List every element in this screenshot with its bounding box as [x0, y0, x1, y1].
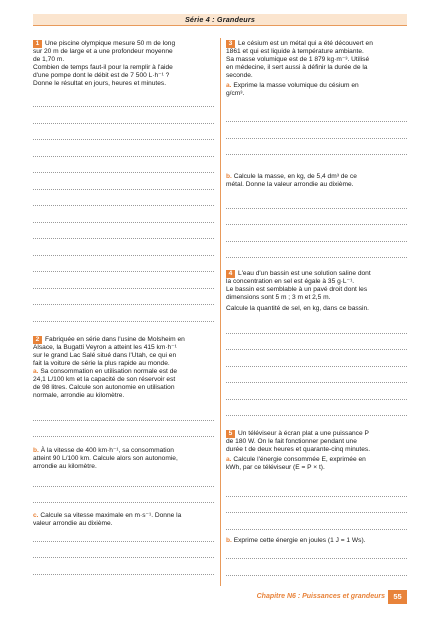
exercise-4 — [226, 270, 407, 313]
series-header — [33, 14, 407, 26]
exercise-5-b — [226, 537, 407, 545]
question-letter: c. — [33, 512, 39, 519]
exercise-text: métal. Donne la valeur arrondie au dixième. — [226, 181, 354, 189]
answer-line[interactable] — [33, 321, 214, 322]
exercise-text: Combien de temps faut-il pour la remplir à l'aide — [33, 64, 173, 72]
answer-line[interactable] — [226, 224, 407, 225]
answer-line[interactable] — [33, 486, 214, 487]
exercise-text: de 1,70 m. — [33, 56, 65, 64]
question-letter: b. — [226, 537, 232, 544]
answer-line[interactable] — [226, 138, 407, 139]
exercise-text: g/cm³. — [226, 90, 245, 98]
question-letter: a. — [226, 82, 232, 90]
exercise-text: Calcule l'énergie consommée E, exprimée en — [233, 456, 366, 464]
exercise-3 — [226, 40, 407, 98]
answer-line[interactable] — [33, 222, 214, 223]
question-letter: b. — [226, 173, 232, 180]
exercise-text: Sa masse volumique est de 1 879 kg·m⁻³. Utilisé — [226, 56, 370, 64]
exercise-number: 4 — [226, 270, 235, 278]
exercise-text: de 180 W. On le fait fonctionner pendant une — [226, 438, 357, 446]
exercise-text: Le césium est un métal qui a été découvert en — [238, 40, 373, 47]
answer-line[interactable] — [226, 366, 407, 367]
chapter-footer: Chapitre N6 : Puissances et grandeurs — [256, 593, 385, 600]
answer-line[interactable] — [226, 241, 407, 242]
exercise-text: Calcule la quantité de sel, en kg, dans ce bassin. — [226, 305, 369, 313]
exercise-text: seconde. — [226, 72, 253, 80]
answer-line[interactable] — [33, 271, 214, 272]
exercise-number: 2 — [33, 336, 42, 344]
exercise-text: dimensions sont 5 m ; 3 m et 2,5 m. — [226, 294, 331, 302]
answer-line[interactable] — [33, 139, 214, 140]
exercise-text: durée t de deux heures et quarante-cinq minutes. — [226, 446, 371, 454]
exercise-text: valeur arrondie au dixième. — [33, 520, 113, 528]
exercise-text: 1861 et qui est liquide à température ambiante. — [226, 48, 364, 56]
page-number: 55 — [388, 590, 407, 604]
answer-line[interactable] — [226, 257, 407, 258]
series-title: Série 4 : Grandeurs — [184, 15, 256, 24]
answer-line[interactable] — [226, 415, 407, 416]
exercise-number: 3 — [226, 40, 235, 48]
answer-line[interactable] — [226, 382, 407, 383]
answer-line[interactable] — [33, 557, 214, 558]
exercise-text: Exprime cette énergie en joules (1 J = 1 Ws). — [233, 537, 366, 544]
answer-line[interactable] — [33, 123, 214, 124]
answer-line[interactable] — [226, 496, 407, 497]
exercise-text: atteint 90 L/100 km. Calcule alors son autonomie, — [33, 455, 178, 463]
answer-line[interactable] — [33, 238, 214, 239]
exercise-text: Calcule la masse, en kg, de 5,4 dm³ de ce — [233, 173, 357, 180]
answer-line[interactable] — [33, 502, 214, 503]
exercise-number: 5 — [226, 430, 235, 438]
answer-line[interactable] — [33, 172, 214, 173]
exercise-text: la concentration en sel est égale à 35 g·L⁻¹. — [226, 278, 355, 286]
answer-line[interactable] — [33, 304, 214, 305]
answer-line[interactable] — [33, 255, 214, 256]
answer-line[interactable] — [226, 333, 407, 334]
answer-line[interactable] — [33, 205, 214, 206]
exercise-text: de 98 litres. Calcule son autonomie en utilisation — [33, 384, 175, 392]
exercise-3-b — [226, 173, 407, 189]
exercise-text: kWh, par ce téléviseur (E = P × t). — [226, 464, 325, 472]
answer-line[interactable] — [33, 420, 214, 421]
answer-line[interactable] — [33, 436, 214, 437]
exercise-text: sur le grand Lac Salé situé dans l'Utah, ce qui en — [33, 352, 177, 360]
exercise-text: sur 20 m de large et a une profondeur moyenne — [33, 48, 173, 56]
exercise-text: Exprime la masse volumique du césium en — [233, 82, 359, 90]
exercise-text: 24,1 L/100 km et la capacité de son réservoir est — [33, 376, 176, 384]
answer-line[interactable] — [33, 189, 214, 190]
exercise-text: Fabriquée en série dans l'usine de Molsheim en — [45, 336, 185, 343]
exercise-1 — [33, 40, 214, 88]
answer-line[interactable] — [33, 541, 214, 542]
exercise-text: Donne le résultat en jours, heures et minutes. — [33, 80, 167, 88]
exercise-text: Alsace, la Bugatti Veyron a atteint les 415 km·h⁻¹ — [33, 344, 177, 352]
exercise-text: fait la voiture de série la plus rapide au monde. — [33, 360, 170, 368]
exercise-2 — [33, 336, 214, 400]
answer-line[interactable] — [226, 208, 407, 209]
exercise-5 — [226, 430, 407, 472]
exercise-number: 1 — [33, 40, 42, 48]
answer-line[interactable] — [226, 512, 407, 513]
answer-line[interactable] — [33, 574, 214, 575]
exercise-text: L'eau d'un bassin est une solution saline dont — [238, 270, 371, 277]
question-letter: a. — [33, 368, 39, 376]
answer-line[interactable] — [226, 154, 407, 155]
answer-line[interactable] — [33, 288, 214, 289]
exercise-text: Le bassin est semblable à un pavé droit dont les — [226, 286, 368, 294]
answer-line[interactable] — [226, 558, 407, 559]
exercise-2-b — [33, 447, 214, 471]
answer-line[interactable] — [226, 121, 407, 122]
answer-line[interactable] — [226, 529, 407, 530]
column-divider — [220, 38, 221, 586]
exercise-text: À la vitesse de 400 km·h⁻¹, sa consommation — [40, 447, 174, 454]
exercise-text: Calcule sa vitesse maximale en m·s⁻¹. Donne la — [40, 512, 182, 519]
answer-line[interactable] — [226, 399, 407, 400]
exercise-text: Une piscine olympique mesure 50 m de long — [45, 40, 176, 47]
answer-line[interactable] — [33, 156, 214, 157]
exercise-text: Sa consommation en utilisation normale est de — [40, 368, 178, 376]
exercise-text: en médecine, il sert aussi à définir la durée de la — [226, 64, 368, 72]
exercise-2-c — [33, 512, 214, 528]
answer-line[interactable] — [226, 349, 407, 350]
question-letter: b. — [33, 447, 39, 454]
question-letter: a. — [226, 456, 232, 464]
exercise-text: arrondie au kilomètre. — [33, 463, 97, 471]
answer-line[interactable] — [33, 106, 214, 107]
exercise-text: d'une pompe dont le débit est de 7 500 L·h⁻¹ ? — [33, 72, 170, 80]
exercise-text: Un téléviseur à écran plat a une puissance P — [238, 430, 369, 437]
exercise-text: normale, arrondie au kilomètre. — [33, 392, 125, 400]
answer-line[interactable] — [226, 575, 407, 576]
